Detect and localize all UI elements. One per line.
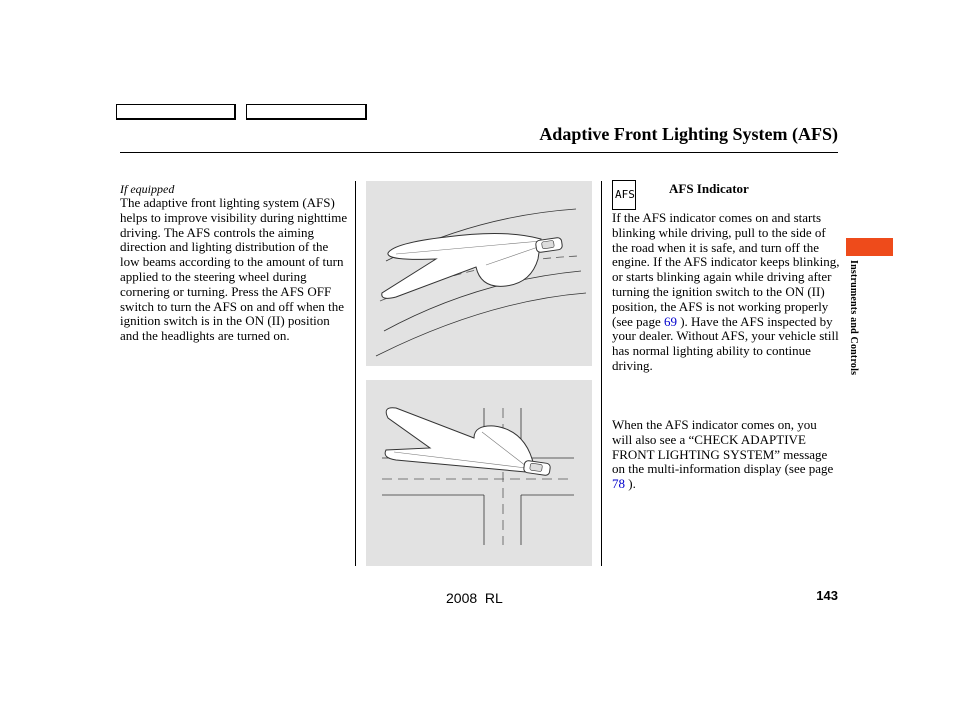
footer-model: 2008 RL bbox=[446, 590, 503, 606]
page-link-78[interactable]: 78 bbox=[612, 476, 625, 492]
car-icon bbox=[523, 460, 550, 476]
p1-text-after: ). Have the AFS inspected by your dealer. Without AFS, your vehicle still has normal lighting ability to continue driving. bbox=[612, 313, 839, 373]
column-divider-left bbox=[355, 181, 356, 566]
left-body-text: The adaptive front lighting system (AFS) helps to improve visibility during nighttime driving. The AFS controls the aiming direction and lighting distribution of the low beams according to the amount of turn applied to the steering wheel during cornering or turning. Press the AFS OFF switch to turn the AFS on and off when the ignition switch is in the ON (II) position and the headlights are turned on. bbox=[120, 195, 348, 344]
column-divider-right bbox=[601, 181, 602, 566]
figure-curve-lighting bbox=[366, 181, 592, 366]
page-title: Adaptive Front Lighting System (AFS) bbox=[539, 124, 838, 144]
section-tab-label: Instruments and Controls bbox=[848, 260, 859, 376]
title-rule bbox=[120, 152, 838, 153]
indicator-paragraph-1 bbox=[612, 211, 840, 374]
curve-illustration bbox=[366, 181, 592, 366]
left-column bbox=[120, 182, 348, 344]
intersection-illustration bbox=[366, 380, 592, 566]
indicator-paragraph-2 bbox=[612, 418, 840, 492]
afs-indicator-symbol: AFS bbox=[615, 188, 635, 201]
page-link-69[interactable]: 69 bbox=[663, 313, 677, 329]
nav-box-next[interactable] bbox=[246, 104, 367, 120]
p2-text-before: When the AFS indicator comes on, you will also see a “CHECK ADAPTIVE FRONT LIGHTING SYSTEM” message on the multi-information display (see page bbox=[612, 417, 834, 477]
page-number: 143 bbox=[816, 588, 838, 603]
figure-intersection-lighting bbox=[366, 380, 592, 566]
equip-note: If equipped bbox=[120, 182, 175, 196]
indicator-heading: AFS Indicator bbox=[669, 181, 749, 196]
afs-indicator-icon bbox=[612, 180, 636, 210]
nav-box-previous[interactable] bbox=[116, 104, 236, 120]
section-tab[interactable] bbox=[846, 238, 893, 256]
p2-text-after: ). bbox=[625, 476, 636, 492]
p1-text-before: If the AFS indicator comes on and starts blinking while driving, pull to the side of the road when it is safe, and turn off the engine. If the AFS indicator keeps blinking, or starts blinking again while driving after turning the ignition switch to the ON (II) position, the AFS is not working properly (see page bbox=[612, 210, 840, 329]
